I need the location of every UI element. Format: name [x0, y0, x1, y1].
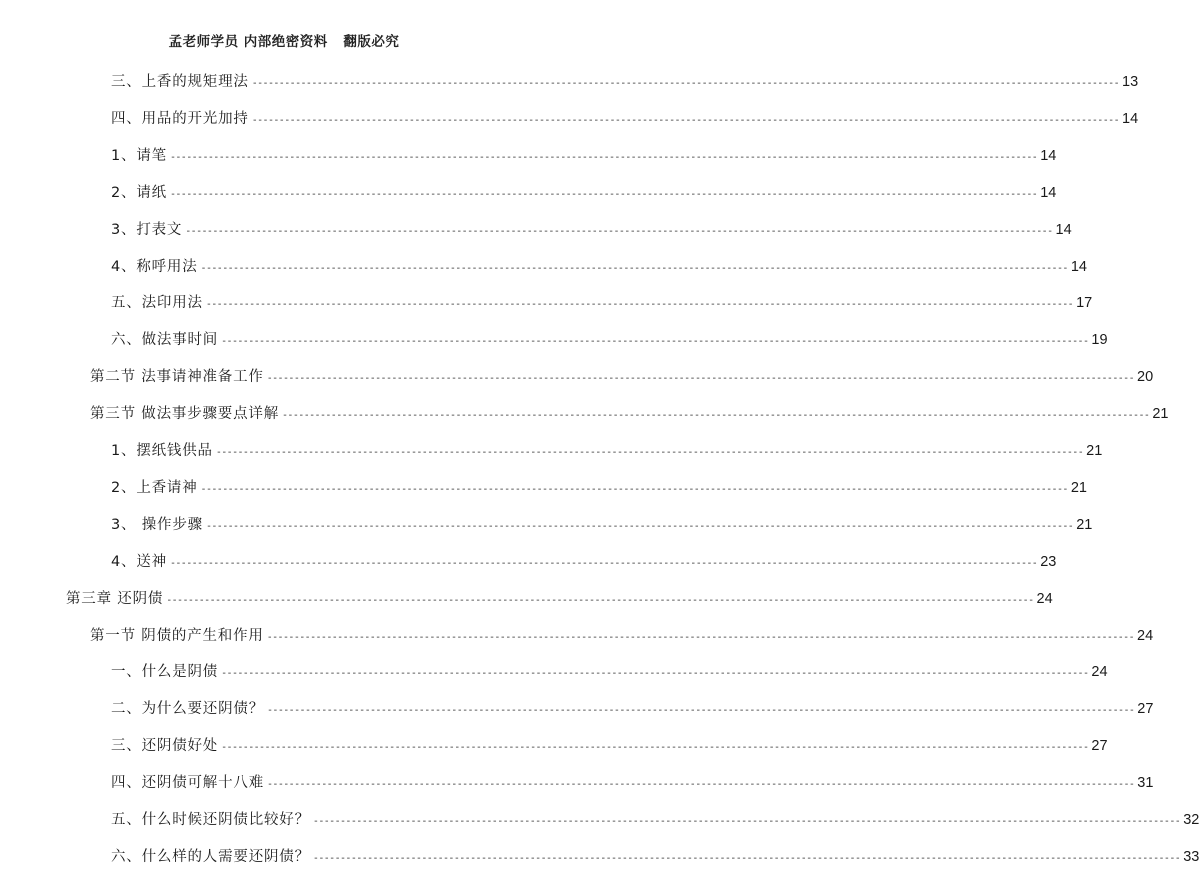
toc-entry-title: 2、请纸 — [111, 185, 167, 201]
toc-entry-title: 五、什么时候还阴债比较好？ — [111, 812, 310, 828]
toc-leader-dashes: ---------------------------------------------------------------------------------------------------------------------------------------------------------------- — [205, 521, 1074, 532]
toc-entry-title: 第三节 做法事步骤要点详解 — [90, 406, 280, 422]
toc-entry-page-number: 33 — [1183, 849, 1199, 865]
toc-entry — [90, 626, 1154, 646]
toc-entry-title: 四、还阴债可解十八难 — [111, 775, 264, 791]
toc-entry — [111, 847, 1199, 867]
toc-entry — [111, 441, 1103, 461]
toc-entry-title: 3、 操作步骤 — [111, 517, 203, 533]
toc-entry — [111, 109, 1139, 129]
toc-entry-page-number: 27 — [1091, 738, 1108, 754]
toc-leader-dashes: ---------------------------------------------------------------------------------------------------------------------------------------------------------------- — [205, 299, 1074, 310]
toc-entry-page-number: 31 — [1137, 775, 1154, 791]
toc-entry — [111, 699, 1154, 719]
toc-entry-title: 4、送神 — [111, 554, 167, 570]
toc-entry-page-number: 21 — [1152, 406, 1169, 422]
toc-entry — [111, 478, 1087, 498]
toc-entry-page-number: 17 — [1076, 295, 1093, 311]
toc-entry-title: 第一节 阴债的产生和作用 — [90, 628, 264, 644]
toc-entry — [111, 257, 1087, 277]
toc-entry-page-number: 24 — [1036, 591, 1053, 607]
toc-entry-title: 二、为什么要还阴债？ — [111, 701, 264, 717]
toc-entry — [111, 330, 1108, 350]
toc-entry — [111, 293, 1093, 313]
toc-entry — [111, 773, 1154, 793]
toc-entry-title: 四、用品的开光加持 — [111, 111, 249, 127]
toc-entry-title: 三、上香的规矩理法 — [111, 74, 249, 90]
toc-entry-page-number: 32 — [1183, 812, 1199, 828]
toc-entry — [66, 589, 1053, 609]
toc-leader-dashes: ---------------------------------------------------------------------------------------------------------------------------------------------------------------- — [221, 742, 1089, 753]
toc-entry-page-number: 13 — [1122, 74, 1139, 90]
toc-entry-page-number: 20 — [1137, 369, 1154, 385]
toc-leader-dashes: ---------------------------------------------------------------------------------------------------------------------------------------------------------------- — [221, 668, 1089, 679]
toc-leader-dashes: ---------------------------------------------------------------------------------------------------------------------------------------------------------------- — [166, 595, 1034, 606]
toc-entry-page-number: 14 — [1070, 259, 1087, 275]
toc-entry-title: 一、什么是阴债 — [111, 664, 219, 680]
toc-leader-dashes: ---------------------------------------------------------------------------------------------------------------------------------------------------------------- — [200, 263, 1068, 274]
toc-entry-title: 1、请笔 — [111, 148, 167, 164]
toc-entry — [111, 220, 1072, 240]
toc-entry-title: 六、什么样的人需要还阴债？ — [111, 849, 310, 865]
toc-entry-title: 六、做法事时间 — [111, 332, 219, 348]
toc-leader-dashes: ---------------------------------------------------------------------------------------------------------------------------------------------------------------- — [169, 152, 1038, 163]
toc-entry-page-number: 21 — [1086, 443, 1103, 459]
toc-leader-dashes: ---------------------------------------------------------------------------------------------------------------------------------------------------------------- — [266, 632, 1135, 643]
toc-entry — [111, 736, 1108, 756]
toc-entry-title: 第三章 还阴债 — [66, 591, 164, 607]
toc-leader-dashes: ---------------------------------------------------------------------------------------------------------------------------------------------------------------- — [169, 558, 1038, 569]
toc-leader-dashes: ---------------------------------------------------------------------------------------------------------------------------------------------------------------- — [266, 373, 1135, 384]
toc-entry-page-number: 21 — [1070, 480, 1087, 496]
page-header: 孟老师学员 内部绝密资料 翻版必究 — [168, 34, 400, 50]
toc-entry — [90, 367, 1154, 387]
toc-entry-page-number: 24 — [1091, 664, 1108, 680]
toc-leader-dashes: ---------------------------------------------------------------------------------------------------------------------------------------------------------------- — [312, 816, 1181, 827]
toc-entry — [111, 515, 1093, 535]
toc-leader-dashes: ---------------------------------------------------------------------------------------------------------------------------------------------------------------- — [221, 336, 1089, 347]
toc-entry — [111, 72, 1139, 92]
toc-entry-title: 4、称呼用法 — [111, 259, 198, 275]
toc-entry-title: 1、摆纸钱供品 — [111, 443, 213, 459]
toc-leader-dashes: ---------------------------------------------------------------------------------------------------------------------------------------------------------------- — [251, 78, 1119, 89]
toc-entry-page-number: 21 — [1076, 517, 1093, 533]
toc-entry — [111, 146, 1057, 166]
toc-entry-page-number: 14 — [1055, 222, 1072, 238]
toc-entry — [111, 183, 1057, 203]
toc-leader-dashes: ---------------------------------------------------------------------------------------------------------------------------------------------------------------- — [282, 410, 1150, 421]
toc-leader-dashes: ---------------------------------------------------------------------------------------------------------------------------------------------------------------- — [267, 779, 1135, 790]
toc-entry-page-number: 24 — [1137, 628, 1154, 644]
toc-entry-page-number: 14 — [1040, 148, 1057, 164]
toc-leader-dashes: ---------------------------------------------------------------------------------------------------------------------------------------------------------------- — [215, 447, 1084, 458]
toc-entry-page-number: 19 — [1091, 332, 1108, 348]
toc-leader-dashes: ---------------------------------------------------------------------------------------------------------------------------------------------------------------- — [312, 853, 1181, 864]
toc-entry-page-number: 27 — [1137, 701, 1154, 717]
toc-entry-page-number: 14 — [1122, 111, 1139, 127]
toc-entry — [90, 404, 1169, 424]
toc-leader-dashes: ---------------------------------------------------------------------------------------------------------------------------------------------------------------- — [169, 189, 1038, 200]
toc-leader-dashes: ---------------------------------------------------------------------------------------------------------------------------------------------------------------- — [251, 115, 1119, 126]
toc-leader-dashes: ---------------------------------------------------------------------------------------------------------------------------------------------------------------- — [267, 705, 1135, 716]
toc-leader-dashes: ---------------------------------------------------------------------------------------------------------------------------------------------------------------- — [185, 226, 1053, 237]
toc-entry — [111, 552, 1057, 572]
toc-leader-dashes: ---------------------------------------------------------------------------------------------------------------------------------------------------------------- — [200, 484, 1068, 495]
toc-entry-title: 2、上香请神 — [111, 480, 198, 496]
toc-entry-title: 三、还阴债好处 — [111, 738, 219, 754]
toc-entry — [111, 662, 1108, 682]
toc-entry-page-number: 14 — [1040, 185, 1057, 201]
toc-entry-title: 3、打表文 — [111, 222, 183, 238]
toc-entry-page-number: 23 — [1040, 554, 1057, 570]
toc-entry — [111, 810, 1199, 830]
toc-entry-title: 五、法印用法 — [111, 295, 203, 311]
toc-entry-title: 第二节 法事请神准备工作 — [90, 369, 264, 385]
